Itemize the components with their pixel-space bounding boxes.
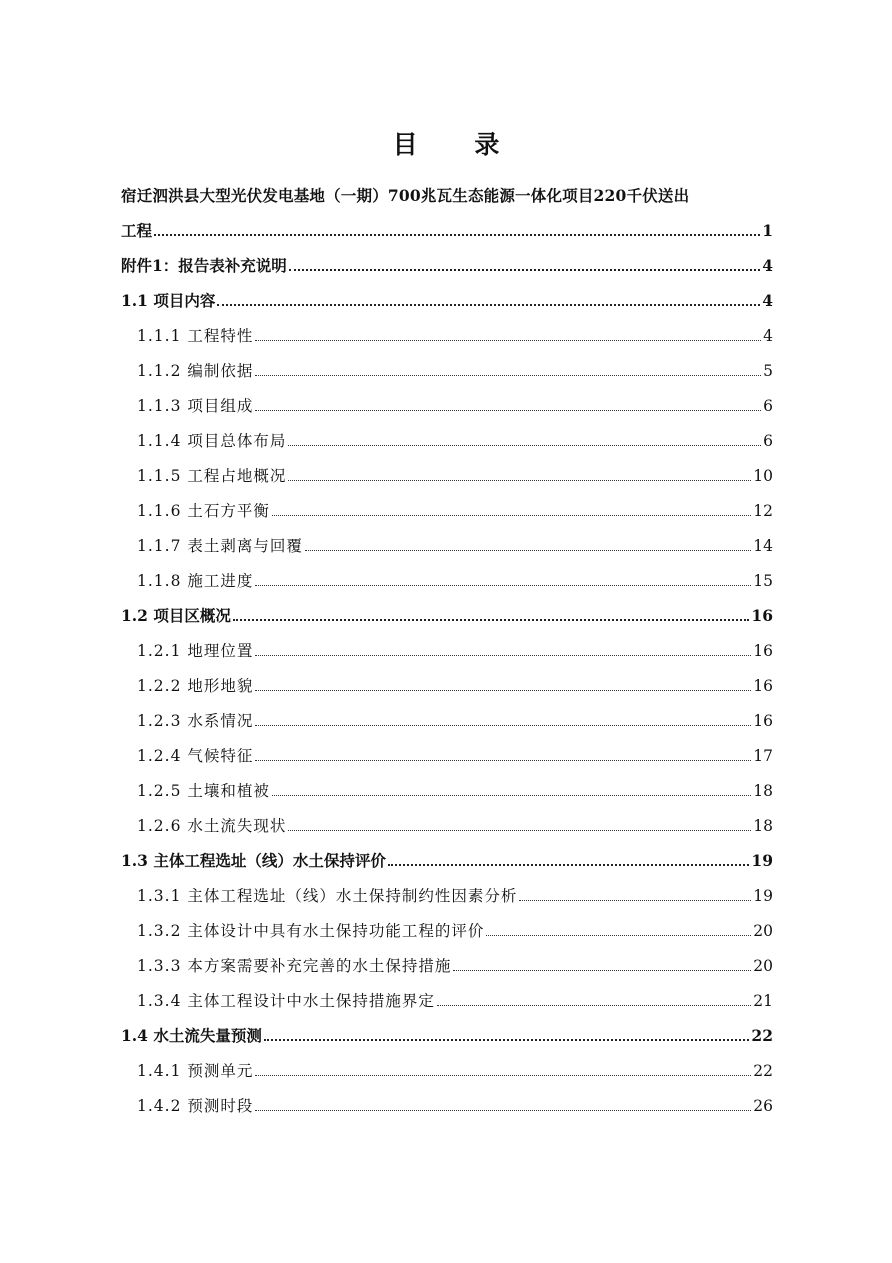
toc-entry-label: 1.1.5 工程占地概况 xyxy=(137,467,287,485)
toc-entry-page: 18 xyxy=(753,817,773,835)
toc-entry-label: 1.1.4 项目总体布局 xyxy=(137,432,287,450)
toc-entry[interactable] xyxy=(121,1080,773,1115)
toc-entry[interactable] xyxy=(121,520,773,555)
toc-entry[interactable] xyxy=(121,275,773,310)
toc-entry-label: 1.1 项目内容 xyxy=(121,291,216,310)
toc-entry[interactable] xyxy=(121,380,773,415)
toc-entry-page: 10 xyxy=(753,467,773,485)
dot-leader xyxy=(255,655,751,656)
toc-entry-page: 20 xyxy=(753,957,773,975)
dot-leader xyxy=(255,690,751,691)
toc-entry[interactable] xyxy=(121,870,773,905)
toc-entry-label: 1.2.1 地理位置 xyxy=(137,642,254,660)
dot-leader xyxy=(217,304,760,306)
toc-entry-label: 1.4.1 预测单元 xyxy=(137,1062,254,1080)
toc-entry-label: 1.1.7 表土剥离与回覆 xyxy=(137,537,303,555)
toc-entry[interactable] xyxy=(121,590,773,625)
toc-entry-page: 18 xyxy=(753,782,773,800)
toc-entry-page: 4 xyxy=(763,327,773,345)
dot-leader xyxy=(255,1110,751,1111)
toc-entry-label: 1.2.3 水系情况 xyxy=(137,712,254,730)
dot-leader xyxy=(486,935,751,936)
dot-leader xyxy=(288,480,751,481)
toc-entry-page: 16 xyxy=(751,606,773,625)
table-of-contents xyxy=(121,170,773,1115)
toc-entry-page: 4 xyxy=(762,256,773,275)
toc-entry-page: 16 xyxy=(753,642,773,660)
toc-entry[interactable] xyxy=(121,345,773,380)
toc-entry[interactable] xyxy=(121,835,773,870)
toc-entry[interactable] xyxy=(121,695,773,730)
toc-entry[interactable] xyxy=(121,450,773,485)
toc-entry[interactable] xyxy=(121,310,773,345)
toc-entry-page: 26 xyxy=(753,1097,773,1115)
dot-leader xyxy=(154,234,760,236)
toc-entry-page: 5 xyxy=(763,362,773,380)
dot-leader xyxy=(264,1039,750,1041)
dot-leader xyxy=(255,410,761,411)
toc-entry[interactable] xyxy=(121,415,773,450)
toc-entry[interactable] xyxy=(121,485,773,520)
toc-entry-label: 1.2 项目区概况 xyxy=(121,606,231,625)
toc-entry-label: 1.2.5 土壤和植被 xyxy=(137,782,270,800)
toc-entry[interactable] xyxy=(121,240,773,275)
dot-leader xyxy=(437,1005,751,1006)
toc-entry-label: 宿迁泗洪县大型光伏发电基地（一期）700兆瓦生态能源一体化项目220千伏送出 xyxy=(121,186,690,205)
toc-entry-label: 工程 xyxy=(121,221,153,240)
toc-entry-page: 14 xyxy=(753,537,773,555)
toc-entry-label: 1.3.2 主体设计中具有水土保持功能工程的评价 xyxy=(137,922,485,940)
toc-entry[interactable] xyxy=(121,555,773,590)
toc-entry[interactable] xyxy=(121,975,773,1010)
dot-leader xyxy=(519,900,751,901)
toc-entry-label: 1.1.1 工程特性 xyxy=(137,327,254,345)
toc-entry-page: 16 xyxy=(753,677,773,695)
toc-entry-page: 19 xyxy=(751,851,773,870)
toc-entry[interactable] xyxy=(121,765,773,800)
dot-leader xyxy=(272,795,751,796)
dot-leader xyxy=(453,970,751,971)
toc-entry-page: 4 xyxy=(762,291,773,310)
toc-entry-label: 1.4.2 预测时段 xyxy=(137,1097,254,1115)
toc-entry[interactable] xyxy=(121,905,773,940)
toc-entry-page: 16 xyxy=(753,712,773,730)
toc-title: 目 录 xyxy=(392,130,524,159)
dot-leader xyxy=(255,375,761,376)
dot-leader xyxy=(255,340,761,341)
toc-entry-label: 1.1.8 施工进度 xyxy=(137,572,254,590)
toc-entry[interactable] xyxy=(121,205,773,240)
toc-entry-page: 17 xyxy=(753,747,773,765)
toc-entry-label: 1.1.6 土石方平衡 xyxy=(137,502,270,520)
toc-entry[interactable] xyxy=(121,940,773,975)
toc-entry[interactable] xyxy=(121,625,773,660)
toc-entry[interactable] xyxy=(121,660,773,695)
toc-entry[interactable] xyxy=(121,800,773,835)
toc-entry-label: 1.3.4 主体工程设计中水土保持措施界定 xyxy=(137,992,435,1010)
toc-entry-label: 1.2.6 水土流失现状 xyxy=(137,817,287,835)
toc-entry-page: 21 xyxy=(753,992,773,1010)
dot-leader xyxy=(288,445,761,446)
toc-entry-label: 1.2.2 地形地貌 xyxy=(137,677,254,695)
toc-entry-page: 22 xyxy=(753,1062,773,1080)
toc-entry-label: 1.1.2 编制依据 xyxy=(137,362,254,380)
toc-entry-page: 6 xyxy=(763,432,773,450)
toc-entry-page: 12 xyxy=(753,502,773,520)
dot-leader xyxy=(272,515,751,516)
toc-entry-page: 6 xyxy=(763,397,773,415)
dot-leader xyxy=(388,864,750,866)
toc-entry-label: 附件1：报告表补充说明 xyxy=(121,256,287,275)
toc-entry-label: 1.3 主体工程选址（线）水土保持评价 xyxy=(121,851,386,870)
toc-entry-label: 1.2.4 气候特征 xyxy=(137,747,254,765)
toc-entry[interactable] xyxy=(121,170,773,205)
toc-entry-label: 1.3.3 本方案需要补充完善的水土保持措施 xyxy=(137,957,452,975)
toc-entry[interactable] xyxy=(121,1010,773,1045)
toc-entry-page: 19 xyxy=(753,887,773,905)
toc-entry-label: 1.1.3 项目组成 xyxy=(137,397,254,415)
toc-entry-page: 15 xyxy=(753,572,773,590)
toc-entry-page: 1 xyxy=(762,221,773,240)
toc-entry[interactable] xyxy=(121,1045,773,1080)
dot-leader xyxy=(255,585,751,586)
dot-leader xyxy=(255,1075,751,1076)
dot-leader xyxy=(255,725,751,726)
dot-leader xyxy=(255,760,751,761)
toc-entry[interactable] xyxy=(121,730,773,765)
dot-leader xyxy=(289,269,760,271)
toc-entry-page: 20 xyxy=(753,922,773,940)
dot-leader xyxy=(305,550,751,551)
toc-entry-label: 1.4 水土流失量预测 xyxy=(121,1026,262,1045)
dot-leader xyxy=(288,830,751,831)
toc-entry-page: 22 xyxy=(751,1026,773,1045)
toc-entry-label: 1.3.1 主体工程选址（线）水土保持制约性因素分析 xyxy=(137,887,518,905)
dot-leader xyxy=(233,619,750,621)
